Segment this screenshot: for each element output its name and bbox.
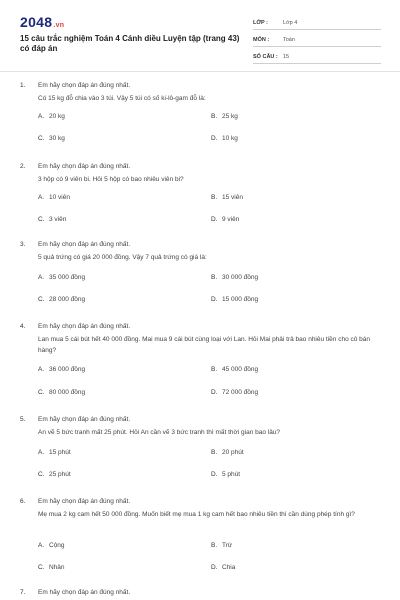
meta-label: LỚP : xyxy=(253,20,268,26)
question-text: 5 quả trứng có giá 20 000 đồng. Vậy 7 quả trứng có giá là: xyxy=(38,254,207,261)
option-c[interactable]: C. 30 kg xyxy=(38,135,65,142)
option-b[interactable]: B. 30 000 đồng xyxy=(211,274,259,281)
meta-row-subject xyxy=(253,31,381,47)
question-instruction: Em hãy chọn đáp án đúng nhất. xyxy=(38,416,131,423)
question-number: 5. xyxy=(20,416,26,423)
option-d[interactable]: D. 72 000 đồng xyxy=(211,389,259,396)
logo-domain: .vn xyxy=(53,22,65,29)
question-instruction: Em hãy chọn đáp án đúng nhất. xyxy=(38,82,131,89)
option-d[interactable]: D. Chia xyxy=(211,564,236,571)
question-instruction: Em hãy chọn đáp án đúng nhất. xyxy=(38,163,131,170)
question-text: Mẹ mua 2 kg cam hết 50 000 đồng. Muốn biết mẹ mua 1 kg cam hết bao nhiêu tiền thì cần dùng phép tính gì? xyxy=(38,511,355,518)
option-c[interactable]: C. 25 phút xyxy=(38,471,71,478)
question-text: Lan mua 5 cái bút hết 40 000 đồng. Mai mua 9 cái bút cùng loại với Lan. Hỏi Mai phải trả bao nhiêu tiền cho cô bán hàng? xyxy=(38,336,371,354)
option-b[interactable]: B. Trừ xyxy=(211,542,233,549)
site-logo[interactable] xyxy=(20,14,64,30)
question-instruction: Em hãy chọn đáp án đúng nhất. xyxy=(38,498,131,505)
option-a[interactable]: A. 15 phút xyxy=(38,449,71,456)
option-a[interactable]: A. 10 viên xyxy=(38,194,70,201)
option-d[interactable]: D. 9 viên xyxy=(211,216,240,223)
logo-text: 2048 xyxy=(20,14,53,30)
option-d[interactable]: D. 5 phút xyxy=(211,471,241,478)
question-text: An vẽ 5 bức tranh mất 25 phút. Hỏi An cần vẽ 3 bức tranh thì mất thời gian bao lâu? xyxy=(38,429,281,436)
question-instruction: Em hãy chọn đáp án đúng nhất. xyxy=(38,241,131,248)
question-number: 1. xyxy=(20,82,26,89)
option-b[interactable]: B. 45 000 đồng xyxy=(211,366,259,373)
question-number: 7. xyxy=(20,589,26,596)
option-b[interactable]: B. 20 phút xyxy=(211,449,244,456)
option-b[interactable]: B. 25 kg xyxy=(211,113,238,120)
question-number: 2. xyxy=(20,163,26,170)
meta-label: MÔN : xyxy=(253,37,270,43)
option-c[interactable]: C. 80 000 đồng xyxy=(38,389,86,396)
question-number: 3. xyxy=(20,241,26,248)
header-divider xyxy=(0,71,400,72)
meta-row-count xyxy=(253,48,381,64)
option-a[interactable]: A. 36 000 đồng xyxy=(38,366,86,373)
option-a[interactable]: A. 20 kg xyxy=(38,113,65,120)
meta-row-class xyxy=(253,14,381,30)
question-text: Có 15 kg đỗ chia vào 3 túi. Vậy 5 túi có số ki-lô-gam đỗ là: xyxy=(38,95,206,102)
question-instruction: Em hãy chọn đáp án đúng nhất. xyxy=(38,323,131,330)
option-c[interactable]: C. Nhân xyxy=(38,564,65,571)
document-header xyxy=(0,0,400,66)
meta-value: 15 xyxy=(283,54,290,60)
meta-value: Lớp 4 xyxy=(283,20,298,26)
option-d[interactable]: D. 10 kg xyxy=(211,135,238,142)
option-b[interactable]: B. 15 viên xyxy=(211,194,243,201)
question-number: 4. xyxy=(20,323,26,330)
meta-label: SỐ CÂU : xyxy=(253,54,278,60)
document-meta xyxy=(253,14,381,65)
option-c[interactable]: C. 3 viên xyxy=(38,216,67,223)
option-a[interactable]: A. 35 000 đồng xyxy=(38,274,86,281)
question-number: 6. xyxy=(20,498,26,505)
option-c[interactable]: C. 28 000 đồng xyxy=(38,296,86,303)
document-title: 15 câu trắc nghiệm Toán 4 Cánh diều Luyện tập (trang 43) có đáp án xyxy=(20,34,240,53)
meta-value: Toán xyxy=(283,37,295,43)
option-d[interactable]: D. 15 000 đồng xyxy=(211,296,259,303)
question-instruction: Em hãy chọn đáp án đúng nhất. xyxy=(38,589,131,596)
question-text: 3 hộp có 9 viên bi. Hỏi 5 hộp có bao nhiêu viên bi? xyxy=(38,176,184,183)
option-a[interactable]: A. Cộng xyxy=(38,542,65,549)
